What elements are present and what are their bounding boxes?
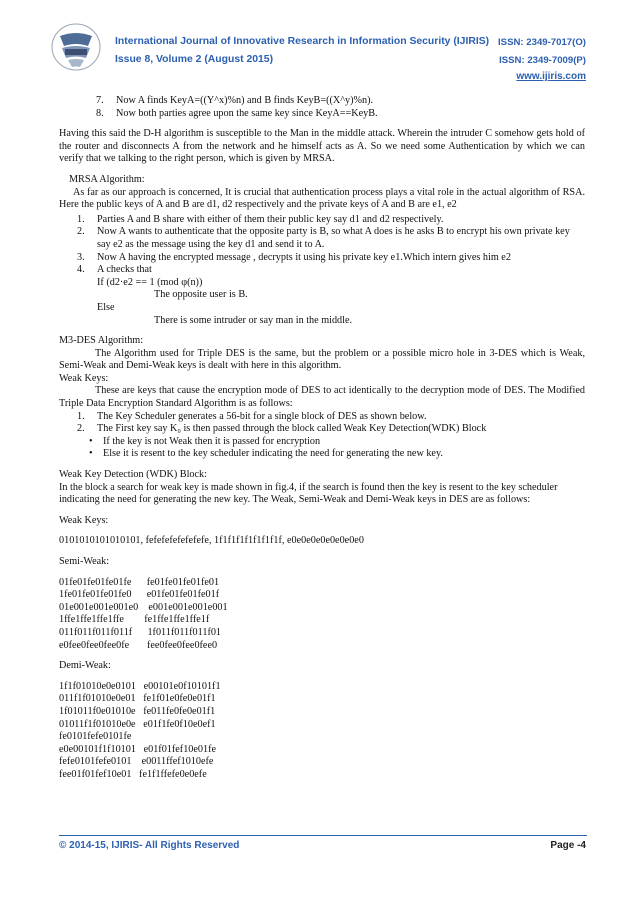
key-row: 1f01011f0e01010e fe011fe0fe0e01f1: [59, 705, 216, 717]
page-number: Page -4: [550, 840, 586, 851]
else-line: There is some intruder or say man in the middle.: [154, 314, 353, 326]
list-item: 2. The First key say K₀ is then passed through the block called Weak Key Detection(WDK) Block: [77, 423, 487, 435]
m3des-steps: [77, 411, 585, 436]
mrsa-heading: MRSA Algorithm:: [69, 173, 145, 185]
list-item: 1. The Key Scheduler generates a 56-bit for a single block of DES as shown below.: [77, 410, 427, 422]
footer-divider: [59, 835, 587, 836]
page-header: [0, 0, 638, 100]
wdk-paragraph: In the block a search for weak key is made shown in fig.4, if the search is found then the key is resent to the key scheduler indicating the need for generating the new key. The Weak, Semi-Weak and Demi-Weak keys in DES are as follows:: [59, 481, 558, 506]
weak-keys-paragraph: These are keys that cause the encryption mode of DES to act identically to the decryption mode of DES. The Modified Triple Data Encryption Standard Algorithm is as follows:: [59, 385, 585, 410]
key-row: 1ffe1ffe1ffe1ffe fe1ffe1ffe1ffe1f: [59, 614, 210, 626]
list-item: 4. A checks that: [77, 264, 152, 276]
key-row: fe0101fefe0101fe: [59, 731, 132, 743]
then-line: The opposite user is B.: [154, 289, 248, 301]
key-row: 01fe01fe01fe01fe fe01fe01fe01fe01: [59, 576, 220, 588]
dh-paragraph: Having this said the D-H algorithm is susceptible to the Man in the middle attack. Wherein the intruder C somehow gets hold of the router and disconnects A from the network and he himself acts as A. So we need some Authentication by which we can verify that we talking to the right person, which is given by MRSA.: [59, 128, 585, 165]
bullet-icon: •: [89, 435, 93, 447]
bullet-item: • If the key is not Weak then it is passed for encryption: [89, 435, 321, 447]
key-row: 1fe01fe01fe01fe0 e01fe01fe01fe01f: [59, 589, 220, 601]
volume-line: Issue 8, Volume 2 (August 2015): [115, 54, 274, 65]
weak-keys-label: Weak Keys:: [59, 514, 109, 526]
key-row: 01e001e001e001e0 e001e001e001e001: [59, 601, 228, 613]
bullet-item: • Else it is resent to the key scheduler indicating the need for generating the new key.: [89, 448, 443, 460]
mrsa-intro: As far as our approach is concerned, It is crucial that authentication process plays a vital role in the actual algorithm of RSA. Here the public keys of A and B are d1, d2 respectively and the private keys of A and B are e1, e2: [59, 186, 585, 211]
m3des-paragraph: The Algorithm used for Triple DES is the same, but the problem or a possible micro hole in 3-DES which is Weak, Semi-Weak and Demi-Weak keys is dealt with here in this algorithm.: [59, 347, 585, 372]
list-item: 3. Now A having the encrypted message , decrypts it using his private key e1.Which intern gives him e2: [77, 251, 511, 263]
semi-weak-label: Semi-Weak:: [59, 556, 110, 567]
key-row: fefe0101fefe0101 e0011ffef1010efe: [59, 756, 214, 768]
weak-keys-heading: Weak Keys:: [59, 372, 109, 384]
demi-weak-label: Demi-Weak:: [59, 660, 111, 672]
else-label: Else: [97, 301, 115, 313]
key-row: 011f1f01010e0e01 fe1f01e0fe0e01f1: [59, 693, 216, 705]
list-item: 1. Parties A and B share with either of them their public key say d1 and d2 respectively.: [77, 213, 444, 225]
steps-top: [96, 95, 585, 120]
key-row: 1f1f01010e0e0101 e00101e0f10101f1: [59, 680, 221, 692]
wdk-heading: Weak Key Detection (WDK) Block:: [59, 469, 207, 481]
key-row: e0e00101f1f10101 e01f01fef10e01fe: [59, 743, 217, 755]
journal-logo: [50, 22, 102, 72]
key-row: 01011f1f01010e0e e01f1fe0f10e0ef1: [59, 718, 216, 730]
issn-print: ISSN: 2349-7009(P): [499, 55, 586, 66]
mrsa-steps: [77, 214, 585, 327]
key-row: fee01f01fef10e01 fe1f1ffefe0e0efe: [59, 768, 207, 780]
m3des-heading: M3-DES Algorithm:: [59, 335, 144, 347]
list-item: 2. Now A wants to authenticate that the opposite party is B, so what A does is he asks B to encrypt his own private key say e2 as the message using the key d1 and send it to A.: [77, 226, 570, 250]
key-row: e0fee0fee0fee0fe fee0fee0fee0fee0: [59, 639, 218, 651]
list-item: 7. Now A finds KeyA=((Y^x)%n) and B finds KeyB=((X^y)%n).: [96, 95, 374, 106]
key-row: 011f011f011f011f 1f011f011f011f01: [59, 626, 222, 638]
journal-title: International Journal of Innovative Research in Information Security (IJIRIS): [115, 36, 490, 47]
article-body: [59, 95, 585, 782]
issn-online: ISSN: 2349-7017(O): [498, 37, 586, 48]
footer-copyright: © 2014-15, IJIRIS- All Rights Reserved: [59, 840, 240, 851]
journal-website-link[interactable]: www.ijiris.com: [516, 71, 586, 82]
list-item: 8. Now both parties agree upon the same key since KeyA==KeyB.: [96, 107, 378, 119]
bullet-icon: •: [89, 448, 93, 460]
if-line: If (d2·e2 == 1 (mod φ(n)): [97, 276, 203, 288]
weak-keys-line: 0101010101010101, fefefefefefefefe, 1f1f1f1f1f1f1f1f, e0e0e0e0e0e0e0e0: [59, 535, 364, 547]
